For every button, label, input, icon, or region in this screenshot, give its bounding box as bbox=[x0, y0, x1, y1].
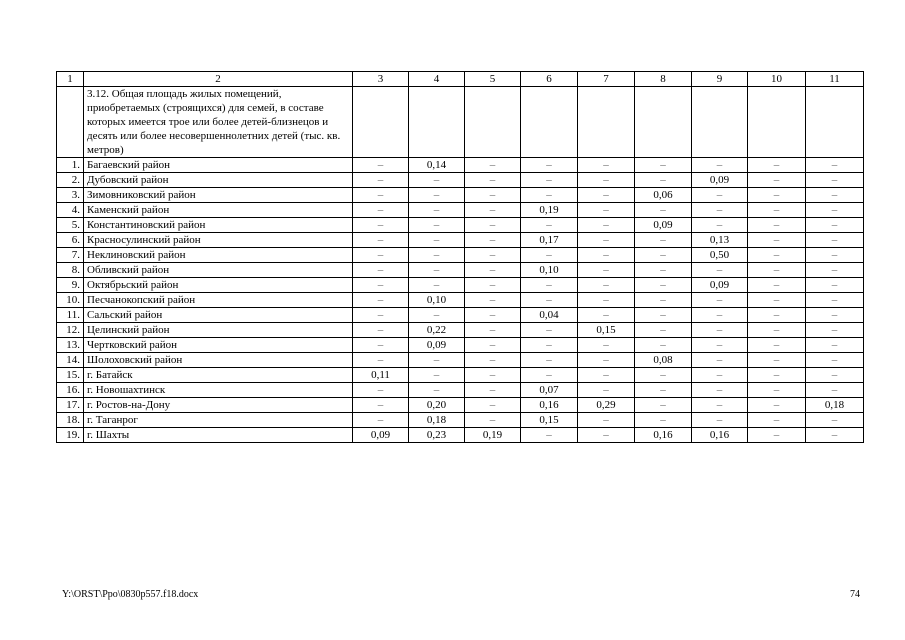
value-cell: – bbox=[635, 158, 692, 173]
value-cell: – bbox=[692, 158, 748, 173]
header-cell: 4 bbox=[409, 72, 465, 87]
value-cell: 0,09 bbox=[409, 338, 465, 353]
value-cell: – bbox=[692, 398, 748, 413]
value-cell: – bbox=[748, 248, 806, 263]
value-cell: – bbox=[465, 398, 521, 413]
district-name: г. Таганрог bbox=[84, 413, 353, 428]
value-cell: – bbox=[578, 173, 635, 188]
value-cell: – bbox=[465, 308, 521, 323]
value-cell: – bbox=[465, 188, 521, 203]
district-name: Октябрьский район bbox=[84, 278, 353, 293]
value-cell: – bbox=[692, 263, 748, 278]
district-name: Константиновский район bbox=[84, 218, 353, 233]
value-cell: – bbox=[635, 383, 692, 398]
value-cell: – bbox=[635, 293, 692, 308]
value-cell: – bbox=[465, 413, 521, 428]
value-cell: – bbox=[465, 278, 521, 293]
value-cell: – bbox=[353, 308, 409, 323]
value-cell: – bbox=[806, 293, 864, 308]
value-cell: – bbox=[635, 323, 692, 338]
value-cell: – bbox=[465, 173, 521, 188]
value-cell: – bbox=[748, 263, 806, 278]
value-cell: – bbox=[806, 428, 864, 443]
value-cell: – bbox=[692, 203, 748, 218]
value-cell: – bbox=[748, 308, 806, 323]
row-number: 10. bbox=[57, 293, 84, 308]
header-cell: 2 bbox=[84, 72, 353, 87]
value-cell: – bbox=[748, 413, 806, 428]
value-cell: – bbox=[353, 293, 409, 308]
district-name: Неклиновский район bbox=[84, 248, 353, 263]
value-cell: – bbox=[353, 278, 409, 293]
row-number: 19. bbox=[57, 428, 84, 443]
value-cell: 0,18 bbox=[806, 398, 864, 413]
value-cell: – bbox=[521, 293, 578, 308]
value-cell: – bbox=[578, 353, 635, 368]
table-row bbox=[57, 398, 864, 413]
value-cell: – bbox=[409, 263, 465, 278]
table-body bbox=[57, 72, 864, 443]
value-cell: – bbox=[748, 323, 806, 338]
value-cell: – bbox=[748, 428, 806, 443]
value-cell: 0,19 bbox=[465, 428, 521, 443]
value-cell: – bbox=[806, 323, 864, 338]
value-cell: 0,23 bbox=[409, 428, 465, 443]
value-cell: – bbox=[578, 233, 635, 248]
value-cell: – bbox=[521, 218, 578, 233]
value-cell: – bbox=[692, 188, 748, 203]
value-cell: – bbox=[521, 368, 578, 383]
row-number: 13. bbox=[57, 338, 84, 353]
header-cell: 6 bbox=[521, 72, 578, 87]
value-cell: – bbox=[748, 368, 806, 383]
row-number: 14. bbox=[57, 353, 84, 368]
district-name: Шолоховский район bbox=[84, 353, 353, 368]
value-cell: – bbox=[465, 203, 521, 218]
header-cell: 10 bbox=[748, 72, 806, 87]
value-cell: – bbox=[409, 383, 465, 398]
table-row bbox=[57, 308, 864, 323]
value-cell: – bbox=[748, 188, 806, 203]
value-cell: – bbox=[578, 248, 635, 263]
value-cell: – bbox=[409, 218, 465, 233]
value-cell: – bbox=[353, 248, 409, 263]
row-number: 16. bbox=[57, 383, 84, 398]
value-cell: – bbox=[748, 383, 806, 398]
value-cell: – bbox=[578, 293, 635, 308]
table-row bbox=[57, 383, 864, 398]
value-cell: 0,17 bbox=[521, 233, 578, 248]
table-row bbox=[57, 368, 864, 383]
value-cell: – bbox=[748, 278, 806, 293]
value-cell: 0,16 bbox=[635, 428, 692, 443]
value-cell: – bbox=[748, 218, 806, 233]
value-cell: – bbox=[635, 413, 692, 428]
value-cell: – bbox=[578, 218, 635, 233]
value-cell: – bbox=[465, 338, 521, 353]
value-cell: – bbox=[806, 173, 864, 188]
row-number: 11. bbox=[57, 308, 84, 323]
value-cell: – bbox=[465, 263, 521, 278]
value-cell: – bbox=[353, 353, 409, 368]
row-number: 17. bbox=[57, 398, 84, 413]
value-cell: – bbox=[578, 203, 635, 218]
value-cell: – bbox=[748, 233, 806, 248]
value-cell: – bbox=[806, 218, 864, 233]
value-cell: – bbox=[692, 293, 748, 308]
value-cell: – bbox=[465, 353, 521, 368]
value-cell: – bbox=[635, 233, 692, 248]
value-cell: – bbox=[806, 308, 864, 323]
value-cell: – bbox=[409, 353, 465, 368]
value-cell: – bbox=[521, 188, 578, 203]
value-cell: – bbox=[521, 278, 578, 293]
value-cell: – bbox=[806, 203, 864, 218]
table-row bbox=[57, 263, 864, 278]
table-row bbox=[57, 233, 864, 248]
value-cell: – bbox=[521, 248, 578, 263]
value-cell: – bbox=[353, 188, 409, 203]
value-cell: – bbox=[692, 383, 748, 398]
value-cell: 0,22 bbox=[409, 323, 465, 338]
value-cell: – bbox=[353, 263, 409, 278]
value-cell: – bbox=[353, 338, 409, 353]
value-cell: – bbox=[409, 173, 465, 188]
value-cell: 0,15 bbox=[521, 413, 578, 428]
value-cell: – bbox=[692, 218, 748, 233]
value-cell: – bbox=[353, 398, 409, 413]
row-number: 3. bbox=[57, 188, 84, 203]
value-cell: – bbox=[353, 233, 409, 248]
district-name: Целинский район bbox=[84, 323, 353, 338]
district-name: Каменский район bbox=[84, 203, 353, 218]
value-cell: – bbox=[806, 263, 864, 278]
value-cell: 0,11 bbox=[353, 368, 409, 383]
value-cell: 0,09 bbox=[353, 428, 409, 443]
value-cell: – bbox=[353, 218, 409, 233]
row-number: 4. bbox=[57, 203, 84, 218]
value-cell: – bbox=[521, 323, 578, 338]
header-row bbox=[57, 72, 864, 87]
value-cell: – bbox=[353, 383, 409, 398]
value-cell: – bbox=[635, 398, 692, 413]
value-cell: – bbox=[409, 368, 465, 383]
district-name: Багаевский район bbox=[84, 158, 353, 173]
value-cell: – bbox=[748, 338, 806, 353]
table-row bbox=[57, 428, 864, 443]
value-cell: – bbox=[578, 263, 635, 278]
value-cell: 0,04 bbox=[521, 308, 578, 323]
row-number: 8. bbox=[57, 263, 84, 278]
header-cell: 9 bbox=[692, 72, 748, 87]
value-cell: 0,13 bbox=[692, 233, 748, 248]
row-number: 1. bbox=[57, 158, 84, 173]
value-cell: – bbox=[635, 248, 692, 263]
table-row bbox=[57, 278, 864, 293]
value-cell: – bbox=[409, 188, 465, 203]
value-cell: – bbox=[353, 323, 409, 338]
value-cell: – bbox=[465, 248, 521, 263]
page-number: 74 bbox=[850, 589, 860, 600]
value-cell: – bbox=[578, 368, 635, 383]
value-cell: 0,10 bbox=[521, 263, 578, 278]
value-cell: – bbox=[635, 308, 692, 323]
table-row bbox=[57, 173, 864, 188]
value-cell: 0,09 bbox=[692, 278, 748, 293]
value-cell: – bbox=[465, 218, 521, 233]
district-name: Красносулинский район bbox=[84, 233, 353, 248]
value-cell: 0,29 bbox=[578, 398, 635, 413]
value-cell: – bbox=[521, 338, 578, 353]
value-cell: – bbox=[353, 413, 409, 428]
value-cell: – bbox=[409, 233, 465, 248]
value-cell: 0,16 bbox=[692, 428, 748, 443]
value-cell: – bbox=[578, 308, 635, 323]
value-cell: – bbox=[806, 188, 864, 203]
district-name: Зимовниковский район bbox=[84, 188, 353, 203]
value-cell: – bbox=[578, 413, 635, 428]
value-cell: – bbox=[806, 338, 864, 353]
row-number: 18. bbox=[57, 413, 84, 428]
value-cell: – bbox=[748, 293, 806, 308]
district-name: г. Батайск bbox=[84, 368, 353, 383]
district-name: Дубовский район bbox=[84, 173, 353, 188]
value-cell: 0,14 bbox=[409, 158, 465, 173]
table-row bbox=[57, 293, 864, 308]
value-cell: – bbox=[578, 383, 635, 398]
value-cell: – bbox=[635, 368, 692, 383]
value-cell: – bbox=[635, 203, 692, 218]
value-cell: – bbox=[635, 173, 692, 188]
row-number: 6. bbox=[57, 233, 84, 248]
value-cell: – bbox=[748, 173, 806, 188]
table-row bbox=[57, 323, 864, 338]
district-name: Сальский район bbox=[84, 308, 353, 323]
table-row bbox=[57, 188, 864, 203]
value-cell: – bbox=[748, 398, 806, 413]
value-cell: – bbox=[353, 203, 409, 218]
value-cell: – bbox=[465, 323, 521, 338]
district-name: г. Ростов-на-Дону bbox=[84, 398, 353, 413]
value-cell: – bbox=[578, 158, 635, 173]
footer-file-path: Y:\ORST\Ppo\0830p557.f18.docx bbox=[62, 589, 199, 600]
value-cell: – bbox=[353, 173, 409, 188]
value-cell: – bbox=[409, 308, 465, 323]
row-number: 15. bbox=[57, 368, 84, 383]
value-cell: – bbox=[521, 353, 578, 368]
district-name: Обливский район bbox=[84, 263, 353, 278]
value-cell: – bbox=[692, 353, 748, 368]
value-cell: – bbox=[692, 338, 748, 353]
header-cell: 3 bbox=[353, 72, 409, 87]
row-number: 9. bbox=[57, 278, 84, 293]
value-cell: – bbox=[692, 308, 748, 323]
value-cell: – bbox=[409, 278, 465, 293]
value-cell: – bbox=[521, 428, 578, 443]
district-name: г. Новошахтинск bbox=[84, 383, 353, 398]
value-cell: – bbox=[521, 173, 578, 188]
value-cell: – bbox=[578, 278, 635, 293]
value-cell: 0,20 bbox=[409, 398, 465, 413]
value-cell: 0,10 bbox=[409, 293, 465, 308]
value-cell: – bbox=[465, 233, 521, 248]
header-cell: 1 bbox=[57, 72, 84, 87]
value-cell: – bbox=[806, 248, 864, 263]
value-cell: 0,15 bbox=[578, 323, 635, 338]
value-cell: – bbox=[692, 323, 748, 338]
caption-row bbox=[57, 87, 864, 158]
value-cell: – bbox=[692, 368, 748, 383]
value-cell: – bbox=[806, 383, 864, 398]
value-cell: – bbox=[353, 158, 409, 173]
value-cell: – bbox=[806, 413, 864, 428]
table-caption: 3.12. Общая площадь жилых помещений, приобретаемых (строящихся) для семей, в составе которых имеется трое или более детей-близнецов и десять или более несовершеннолетних детей (тыс. кв. метров) bbox=[84, 87, 353, 158]
value-cell: 0,16 bbox=[521, 398, 578, 413]
row-number: 7. bbox=[57, 248, 84, 263]
value-cell: 0,18 bbox=[409, 413, 465, 428]
district-name: г. Шахты bbox=[84, 428, 353, 443]
value-cell: – bbox=[748, 158, 806, 173]
value-cell: – bbox=[806, 368, 864, 383]
value-cell: – bbox=[806, 158, 864, 173]
table-row bbox=[57, 338, 864, 353]
value-cell: – bbox=[806, 353, 864, 368]
value-cell: – bbox=[692, 413, 748, 428]
value-cell: 0,07 bbox=[521, 383, 578, 398]
value-cell: 0,09 bbox=[692, 173, 748, 188]
value-cell: – bbox=[521, 158, 578, 173]
value-cell: – bbox=[409, 248, 465, 263]
header-cell: 8 bbox=[635, 72, 692, 87]
value-cell: 0,08 bbox=[635, 353, 692, 368]
table-row bbox=[57, 218, 864, 233]
value-cell: 0,06 bbox=[635, 188, 692, 203]
header-cell: 7 bbox=[578, 72, 635, 87]
value-cell: – bbox=[748, 203, 806, 218]
value-cell: – bbox=[578, 188, 635, 203]
row-number: 2. bbox=[57, 173, 84, 188]
value-cell: – bbox=[635, 278, 692, 293]
value-cell: 0,19 bbox=[521, 203, 578, 218]
value-cell: – bbox=[409, 203, 465, 218]
value-cell: – bbox=[465, 368, 521, 383]
value-cell: 0,09 bbox=[635, 218, 692, 233]
table-row bbox=[57, 158, 864, 173]
table-row bbox=[57, 203, 864, 218]
district-name: Чертковский район bbox=[84, 338, 353, 353]
value-cell: 0,50 bbox=[692, 248, 748, 263]
value-cell: – bbox=[578, 338, 635, 353]
header-cell: 11 bbox=[806, 72, 864, 87]
value-cell: – bbox=[748, 353, 806, 368]
data-table bbox=[56, 71, 864, 443]
value-cell: – bbox=[578, 428, 635, 443]
caption-num-cell bbox=[57, 87, 84, 158]
value-cell: – bbox=[635, 263, 692, 278]
value-cell: – bbox=[465, 383, 521, 398]
value-cell: – bbox=[465, 158, 521, 173]
district-name: Песчанокопский район bbox=[84, 293, 353, 308]
table-row bbox=[57, 248, 864, 263]
header-cell: 5 bbox=[465, 72, 521, 87]
value-cell: – bbox=[806, 278, 864, 293]
value-cell: – bbox=[635, 338, 692, 353]
value-cell: – bbox=[465, 293, 521, 308]
table-row bbox=[57, 413, 864, 428]
row-number: 5. bbox=[57, 218, 84, 233]
row-number: 12. bbox=[57, 323, 84, 338]
table-row bbox=[57, 353, 864, 368]
value-cell: – bbox=[806, 233, 864, 248]
